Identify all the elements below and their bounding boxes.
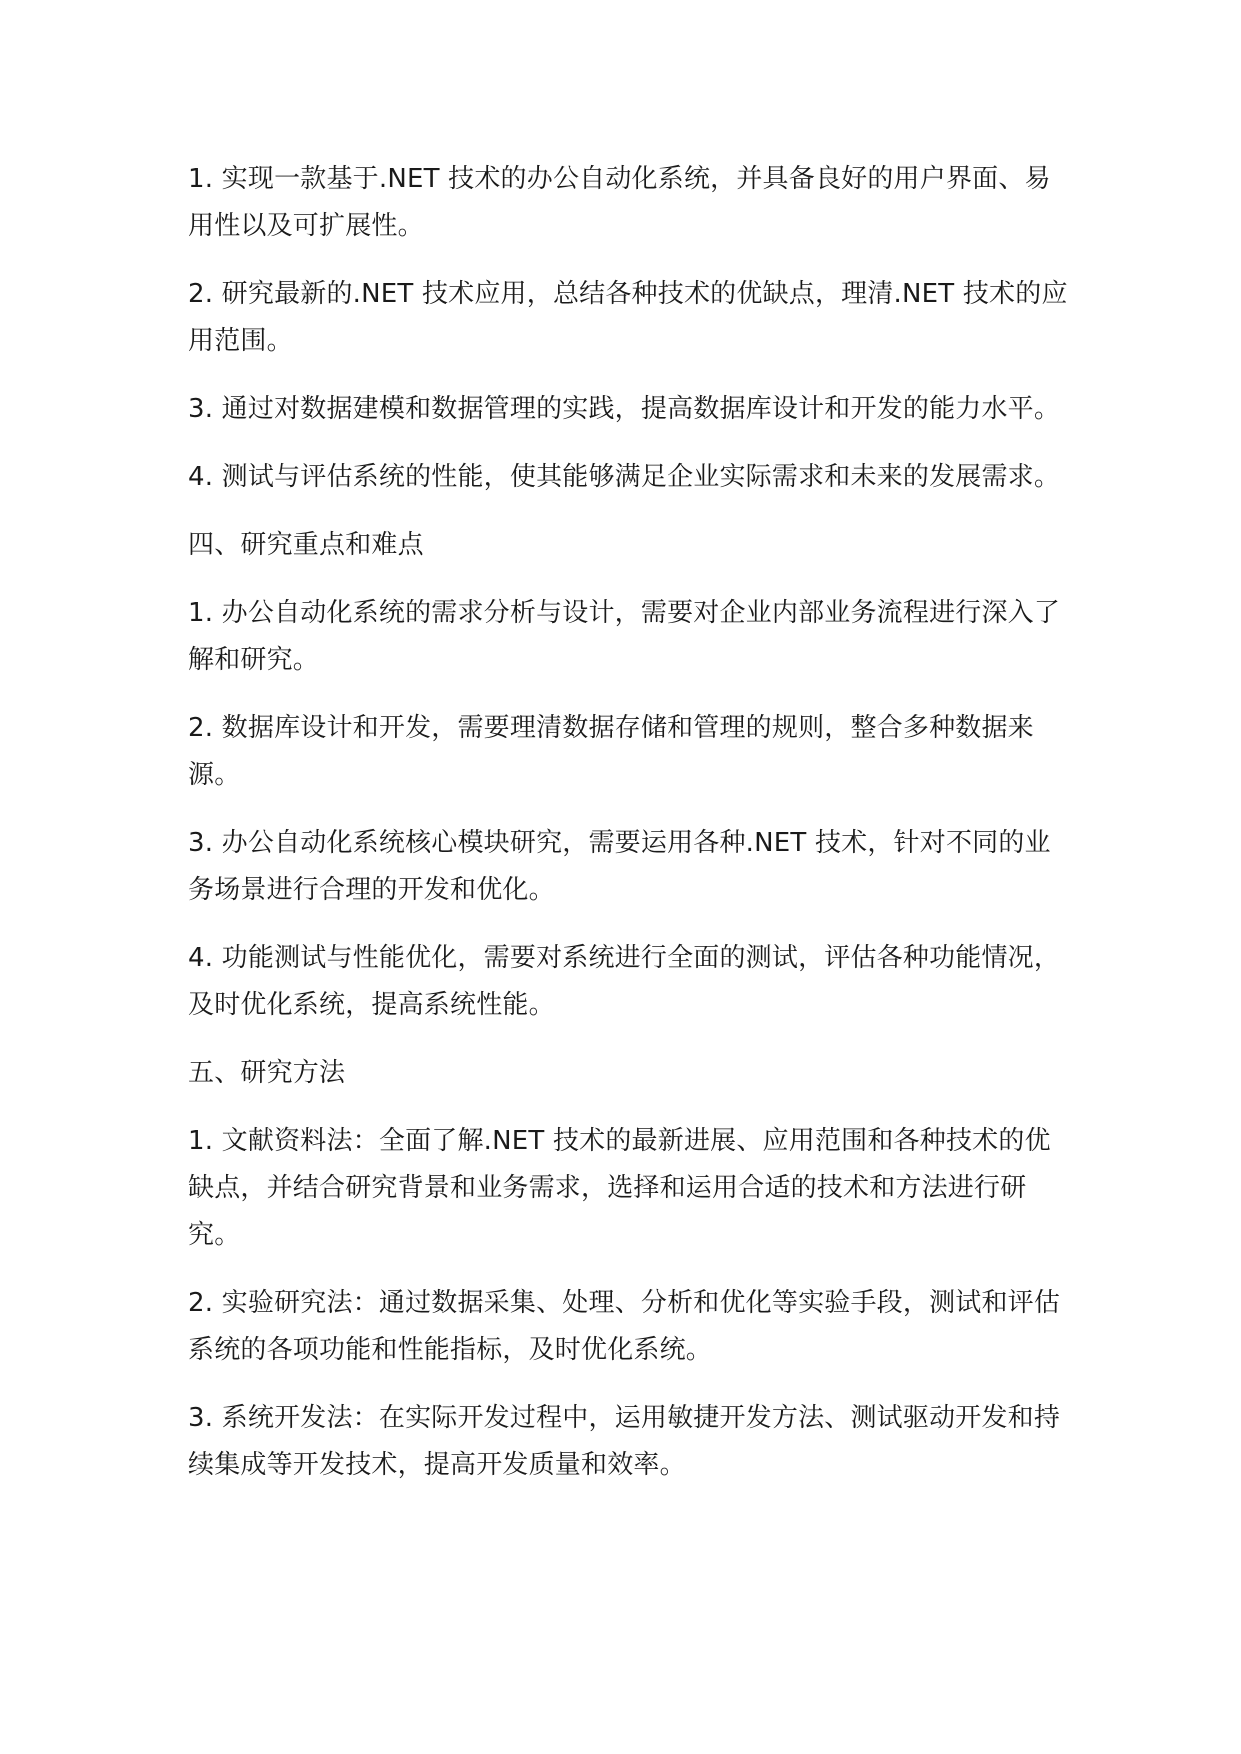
section-heading-key-difficulties: 四、研究重点和难点: [188, 530, 424, 560]
section-heading-methods: 五、研究方法: [188, 1058, 346, 1088]
method-3: 3. 系统开发法：在实际开发过程中，运用敏捷开发方法、测试驱动开发和持续集成等开发技术，提高开发质量和效率。: [188, 1403, 1061, 1480]
document-body: [188, 156, 1068, 1510]
difficulty-4: 4. 功能测试与性能优化，需要对系统进行全面的测试，评估各种功能情况，及时优化系统，提高系统性能。: [188, 943, 1061, 1020]
method-1: 1. 文献资料法：全面了解.NET 技术的最新进展、应用范围和各种技术的优缺点，并结合研究背景和业务需求，选择和运用合适的技术和方法进行研究。: [188, 1126, 1051, 1250]
method-2: 2. 实验研究法：通过数据采集、处理、分析和优化等实验手段，测试和评估系统的各项功能和性能指标，及时优化系统。: [188, 1288, 1061, 1365]
difficulty-2: 2. 数据库设计和开发，需要理清数据存储和管理的规则，整合多种数据来源。: [188, 713, 1034, 790]
difficulty-1: 1. 办公自动化系统的需求分析与设计，需要对企业内部业务流程进行深入了解和研究。: [188, 598, 1061, 675]
objective-3: 3. 通过对数据建模和数据管理的实践，提高数据库设计和开发的能力水平。: [188, 394, 1061, 424]
objective-4: 4. 测试与评估系统的性能，使其能够满足企业实际需求和未来的发展需求。: [188, 462, 1061, 492]
objective-2: 2. 研究最新的.NET 技术应用，总结各种技术的优缺点，理清.NET 技术的应用范围。: [188, 279, 1068, 356]
objective-1: 1. 实现一款基于.NET 技术的办公自动化系统，并具备良好的用户界面、易用性以及可扩展性。: [188, 164, 1051, 241]
difficulty-3: 3. 办公自动化系统核心模块研究，需要运用各种.NET 技术，针对不同的业务场景进行合理的开发和优化。: [188, 828, 1051, 905]
